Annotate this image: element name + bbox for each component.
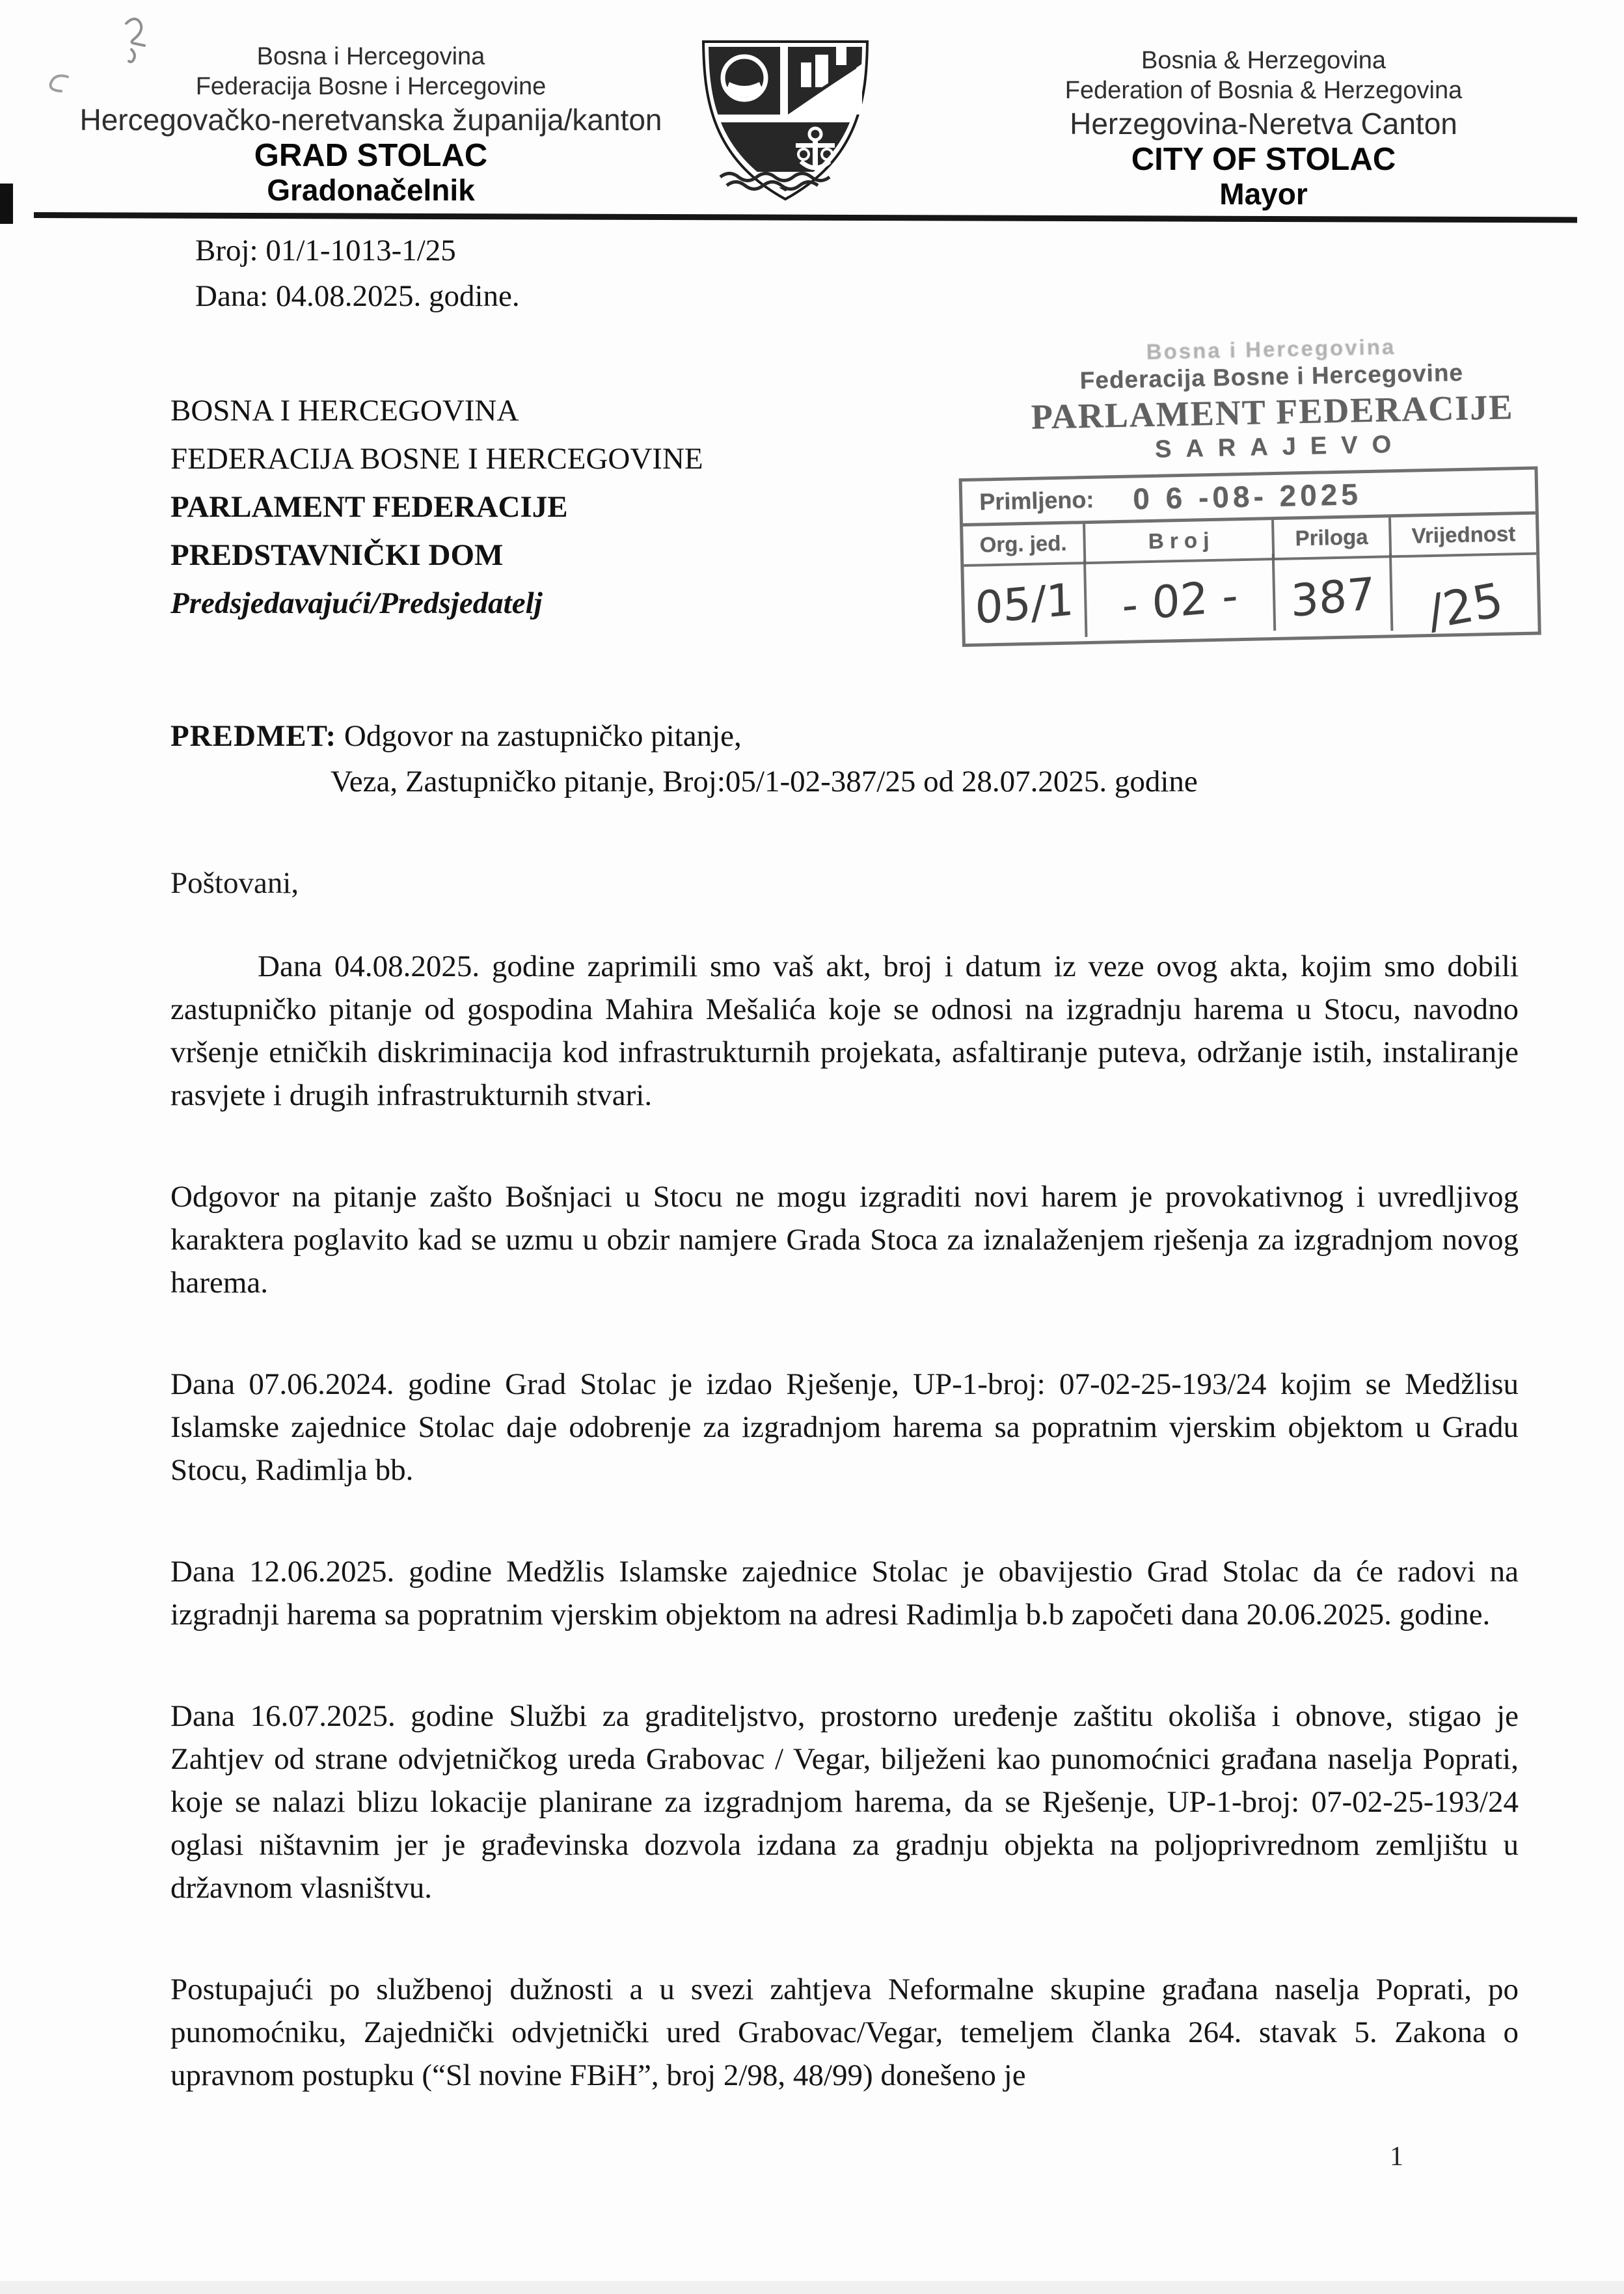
letterhead-right-canton: Herzegovina-Neretva Canton (1070, 107, 1457, 141)
subject-line1 (170, 718, 1530, 754)
paragraph-6: Postupajući po službenoj dužnosti a u svezi zahtjeva Neformalne skupine građana naselja Poprati, po punomoćniku, Zajednički odvjetnički ured Grabovac/Vegar, temeljem članka 264. stavak 5. Zakona o upravnom postupku (“Sl novine FBiH”, broj 2/98, 48/99) donešeno je (170, 1973, 1519, 2092)
stamp-parliament: PARLAMENT FEDERACIJE (1031, 387, 1514, 437)
receipt-stamp (939, 330, 1609, 647)
paragraph-5: Dana 16.07.2025. godine Službi za graditeljstvo, prostorno uređenje zaštitu okoliša i obnove, stigao je Zahtjev od strane odvjetničkog ureda Grabovac / Vegar, bilježeni kao punomoćnici građana naselja Poprati, koje se nalazi blizu lokacije planirane za izgradnjom harema, da se Rješenje, UP-1-broj: 07-02-25-193/24 oglasi ništavnim jer je građevinska dozvola izdana za gradnju objekta na poljoprivrednom zemljištu u državnom vlasništvu. (170, 1699, 1519, 1905)
stamp-value-vrijednost: /25 (1423, 572, 1508, 640)
subject-line2: Veza, Zastupničko pitanje, Broj:05/1-02-387/25 od 28.07.2025. godine (331, 765, 1198, 799)
letter-body (170, 945, 1519, 2097)
subject-block (170, 718, 1530, 799)
pen-tick-icon (46, 72, 74, 100)
reference-number: Broj: 01/1-1013-1/25 (195, 234, 456, 267)
page-number: 1 (1390, 2142, 1403, 2172)
paragraph-4: Dana 12.06.2025. godine Medžlis Islamske zajednice Stolac je obavijestio Grad Stolac da će radovi na izgradnji harema sa popratnim vjerskim objektom na adresi Radimlja b.b započeti dana 20.06.2025. godine. (170, 1555, 1519, 1632)
letterhead-left (78, 42, 664, 207)
letterhead-right (971, 46, 1556, 211)
addressee-federation: FEDERACIJA BOSNE I HERCEGOVINE (170, 442, 703, 476)
letterhead-right-office: Mayor (1219, 177, 1308, 211)
stamp-values-row (964, 555, 1537, 644)
subject-text: Odgovor na zastupničko pitanje, (344, 719, 742, 753)
addressee-parliament: PARLAMENT FEDERACIJE (170, 490, 568, 524)
paragraph-3: Dana 07.06.2024. godine Grad Stolac je izdao Rješenje, UP-1-broj: 07-02-25-193/24 kojim se Medžlisu Islamske zajednice Stolac daje odobrenje za izgradnjom harema sa popratnim vjerskim objektom u Gradu Stocu, Radimlja bb. (170, 1367, 1519, 1487)
scan-artifact (0, 184, 13, 224)
reference-block (195, 228, 520, 319)
stolac-coat-of-arms-icon (692, 36, 879, 208)
letterhead-right-federation: Federation of Bosnia & Herzegovina (1064, 77, 1463, 104)
subject-label: PREDMET: (170, 719, 337, 753)
stamp-table (959, 467, 1541, 648)
stamp-value-priloga: 387 (1275, 554, 1394, 642)
paragraph-1: Dana 04.08.2025. godine zaprimili smo vaš akt, broj i datum iz veze ovog akta, kojim smo dobili zastupničko pitanje od gospodina Mahira Mešalića koje se odnosi na izgradnju harema u Stocu, navodno vršenje etničkih diskriminacija kod infrastrukturnih projekata, asfaltiranje puteva, održanje istih, instaliranje rasvjete i drugih infrastrukturnih stvari. (170, 949, 1519, 1112)
scan-edge-shadow (0, 2281, 1624, 2294)
stamp-received-date: 0 6 -08- 2025 (1132, 477, 1362, 516)
letterhead-right-city: CITY OF STOLAC (1131, 142, 1396, 177)
addressee-block (170, 387, 703, 627)
letterhead-left-office: Gradonačelnik (267, 173, 475, 207)
addressee-house: PREDSTAVNIČKI DOM (170, 538, 504, 572)
stamp-col-org: Org. jed. (963, 524, 1086, 564)
letterhead-left-country: Bosna i Hercegovina (256, 43, 485, 70)
stamp-value-org: 05/1 (964, 560, 1088, 648)
salutation: Poštovani, (170, 866, 299, 900)
stamp-col-priloga: Priloga (1274, 517, 1392, 558)
stamp-value-broj: - 02 - (1087, 554, 1276, 648)
stamp-received-label: Primljeno: (979, 485, 1094, 515)
stamp-country: Bosna i Hercegovina (1146, 335, 1396, 364)
reference-date: Dana: 04.08.2025. godine. (195, 279, 520, 313)
letterhead-left-canton: Hercegovačko-neretvanska županija/kanton (79, 103, 662, 137)
header-divider (34, 212, 1577, 223)
stamp-col-broj: B r o j (1085, 520, 1275, 562)
stamp-city: SARAJEVO (1154, 430, 1406, 463)
paragraph-2: Odgovor na pitanje zašto Bošnjaci u Stocu ne mogu izgraditi novi harem je provokativnog i uvredljivog karaktera poglavito kad se uzmu u obzir namjere Grada Stoca za iznalaženjem rješenja za izgradnjom novog harema. (170, 1180, 1519, 1300)
stamp-col-vrijednost: Vrijednost (1411, 521, 1516, 548)
addressee-chairman: Predsjedavajući/Predsjedatelj (170, 586, 543, 620)
letterhead-left-federation: Federacija Bosne i Hercegovine (195, 73, 547, 100)
letterhead-left-city: GRAD STOLAC (254, 138, 488, 173)
stamp-federation: Federacija Bosne i Hercegovine (1079, 359, 1464, 394)
addressee-country: BOSNA I HERCEGOVINA (170, 394, 519, 428)
letterhead-right-country: Bosnia & Herzegovina (1141, 47, 1386, 74)
